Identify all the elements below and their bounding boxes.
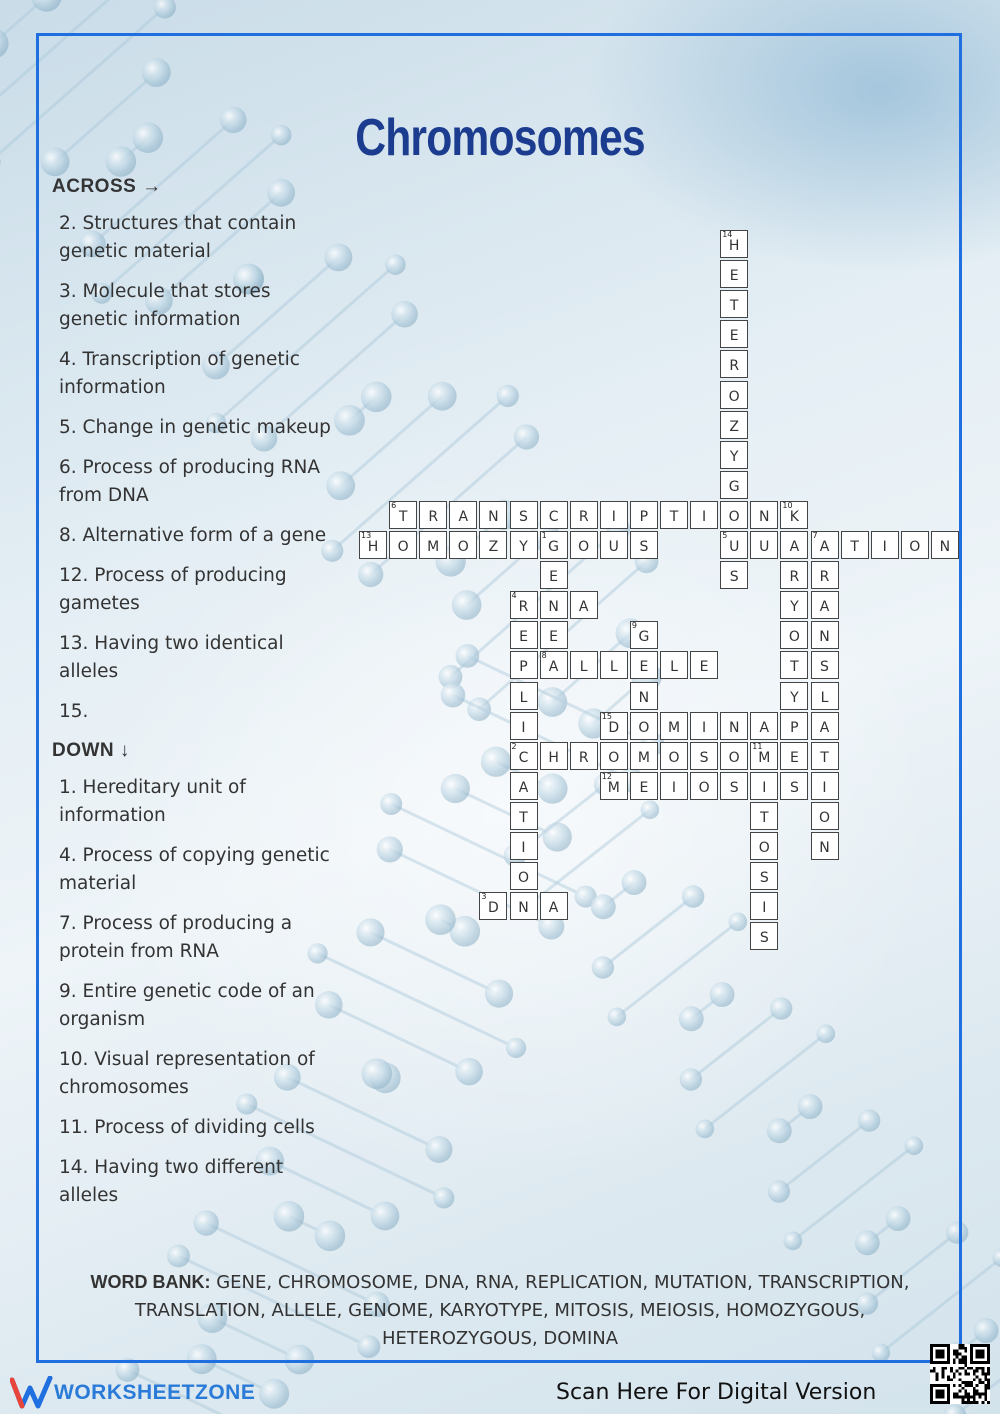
- crossword-cell[interactable]: [931, 531, 959, 559]
- crossword-cell[interactable]: [510, 621, 538, 649]
- down-clue: 11. Process of dividing cells: [59, 1117, 315, 1138]
- cell-letter: O: [909, 539, 921, 555]
- crossword-cell[interactable]: [630, 621, 658, 649]
- cell-letter: E: [549, 629, 559, 646]
- crossword-cell[interactable]: [871, 531, 899, 559]
- cell-letter: E: [549, 569, 559, 586]
- cell-letter: R: [819, 569, 830, 586]
- crossword-cell[interactable]: [780, 742, 808, 770]
- cell-letter: H: [367, 539, 379, 555]
- crossword-cell[interactable]: [660, 742, 688, 770]
- cell-letter: C: [518, 749, 529, 766]
- word-bank-list: GENE, CHROMOSOME, DNA, RNA, REPLICATION, MUTATION, TRANSCRIPTION, TRANSLATION, ALLELE, GENOME, KARYOTYPE, MITOSIS, MEIOSIS, HOMOZYGOUS, HETEROZYGOUS, DOMINA: [134, 1272, 910, 1349]
- crossword-cell[interactable]: [720, 471, 748, 499]
- clue-number: 1: [541, 531, 547, 540]
- cell-letter: T: [519, 809, 528, 826]
- crossword-cell[interactable]: [510, 591, 538, 619]
- cell-letter: M: [607, 779, 620, 796]
- crossword-cell[interactable]: [570, 591, 598, 619]
- clue-number: 14: [722, 230, 733, 239]
- cell-letter: M: [758, 749, 771, 766]
- word-bank: [90, 1268, 910, 1353]
- cell-letter: U: [729, 539, 740, 555]
- crossword-cell[interactable]: [540, 531, 568, 559]
- across-clue: 13. Having two identical alleles: [59, 633, 284, 682]
- crossword-cell[interactable]: [690, 712, 718, 740]
- crossword-cell[interactable]: [720, 772, 748, 800]
- cell-letter: A: [789, 539, 800, 555]
- clue-number: 7: [812, 531, 818, 540]
- crossword-cell[interactable]: [750, 892, 778, 920]
- crossword-cell[interactable]: [630, 651, 658, 679]
- cell-letter: Y: [790, 689, 799, 706]
- crossword-cell[interactable]: [419, 501, 447, 529]
- clue-number: 5: [722, 531, 728, 540]
- crossword-cell[interactable]: [570, 531, 598, 559]
- crossword-cell[interactable]: [600, 742, 628, 770]
- page-title: Chromosomes: [355, 109, 645, 167]
- crossword-cell[interactable]: [540, 621, 568, 649]
- clue-number: 11: [752, 741, 763, 751]
- crossword-cell[interactable]: [540, 501, 568, 529]
- cell-letter: O: [457, 539, 469, 555]
- cell-letter: S: [639, 539, 649, 555]
- crossword-cell[interactable]: [630, 501, 658, 529]
- cell-letter: N: [939, 539, 951, 555]
- crossword-cell[interactable]: [750, 501, 778, 529]
- crossword-cell[interactable]: [720, 742, 748, 770]
- cell-letter: I: [671, 779, 677, 796]
- cell-letter: Y: [729, 448, 739, 465]
- crossword-cell[interactable]: [811, 742, 839, 770]
- crossword-cell[interactable]: [510, 802, 538, 830]
- crossword-cell[interactable]: [750, 742, 778, 770]
- cell-letter: E: [639, 659, 649, 676]
- crossword-cell[interactable]: [780, 531, 808, 559]
- crossword-cell[interactable]: [510, 892, 538, 920]
- crossword-cell[interactable]: [720, 411, 748, 439]
- clue-number: 2: [511, 741, 517, 751]
- crossword-cell[interactable]: [750, 531, 778, 559]
- crossword-cell[interactable]: [359, 531, 387, 559]
- crossword-cell[interactable]: [540, 561, 568, 589]
- across-clue: 2. Structures that contain genetic material: [59, 213, 297, 262]
- cell-letter: E: [519, 629, 528, 646]
- crossword-cell[interactable]: [630, 742, 658, 770]
- cell-letter: M: [637, 749, 650, 766]
- cell-letter: O: [728, 388, 740, 405]
- crossword-cell[interactable]: [660, 772, 688, 800]
- crossword-cell[interactable]: [570, 651, 598, 679]
- cell-letter: P: [790, 719, 799, 736]
- cell-letter: N: [819, 629, 830, 646]
- scan-instruction: Scan Here For Digital Version: [556, 1380, 877, 1405]
- down-clue: 4. Process of copying genetic material: [59, 845, 330, 894]
- crossword-cell[interactable]: [449, 531, 477, 559]
- crossword-cell[interactable]: [600, 501, 628, 529]
- crossword-cell[interactable]: [570, 501, 598, 529]
- cell-letter: O: [397, 539, 409, 555]
- cell-letter: Y: [519, 539, 528, 555]
- crossword-cell[interactable]: [540, 591, 568, 619]
- crossword-cell[interactable]: [540, 892, 568, 920]
- cell-letter: G: [548, 539, 560, 555]
- clue-number: 9: [631, 621, 637, 631]
- crossword-cell[interactable]: [750, 772, 778, 800]
- cell-letter: E: [699, 659, 709, 676]
- crossword-cell[interactable]: [510, 832, 538, 860]
- down-clue: 9. Entire genetic code of an organism: [59, 981, 315, 1030]
- across-clue: 6. Process of producing RNA from DNA: [59, 457, 321, 506]
- down-clue: 14. Having two different alleles: [59, 1157, 284, 1206]
- cell-letter: I: [762, 900, 767, 917]
- cell-letter: A: [759, 719, 770, 736]
- cell-letter: N: [488, 508, 499, 525]
- across-heading: ACROSS →: [52, 176, 162, 197]
- cell-letter: N: [638, 689, 650, 706]
- down-heading: DOWN ↓: [52, 740, 130, 761]
- cell-letter: A: [458, 508, 469, 525]
- clue-number: 15: [601, 711, 612, 721]
- cell-letter: T: [669, 508, 679, 525]
- cell-letter: H: [728, 238, 740, 254]
- cell-letter: E: [789, 749, 799, 766]
- across-clue: 8. Alternative form of a gene: [59, 525, 327, 546]
- cell-letter: I: [822, 779, 827, 796]
- cell-letter: N: [759, 508, 770, 525]
- across-clue: 15.: [59, 701, 89, 722]
- cell-letter: Z: [729, 418, 739, 435]
- crossword-cell[interactable]: [510, 862, 538, 890]
- cell-letter: P: [519, 659, 528, 676]
- crossword-cell[interactable]: [720, 381, 748, 409]
- crossword-cell[interactable]: [660, 651, 688, 679]
- across-clue: 5. Change in genetic makeup: [59, 417, 331, 438]
- crossword-cell[interactable]: [780, 501, 808, 529]
- crossword-cell[interactable]: [630, 682, 658, 710]
- crossword-cell[interactable]: [720, 441, 748, 469]
- cell-letter: N: [728, 719, 740, 736]
- cell-letter: I: [521, 840, 526, 856]
- crossword-cell[interactable]: [811, 772, 839, 800]
- crossword-cell[interactable]: [780, 651, 808, 679]
- cell-letter: A: [819, 539, 830, 555]
- crossword-cell[interactable]: [811, 832, 839, 860]
- brand-name: WORKSHEETZONE: [54, 1381, 256, 1404]
- down-clue: 7. Process of producing a protein from RNA: [59, 913, 293, 962]
- cell-letter: O: [818, 809, 831, 826]
- crossword-cell[interactable]: [811, 561, 839, 589]
- cell-letter: P: [639, 508, 649, 525]
- crossword-cell[interactable]: [690, 742, 718, 770]
- cell-letter: L: [670, 659, 678, 676]
- clue-number: 6: [391, 500, 397, 510]
- cell-letter: K: [789, 508, 799, 525]
- cell-letter: N: [819, 840, 830, 856]
- cell-letter: D: [488, 900, 499, 917]
- cell-letter: S: [729, 779, 739, 796]
- down-clue: 1. Hereditary unit of information: [59, 777, 246, 826]
- crossword-cell[interactable]: [510, 651, 538, 679]
- clue-number: 12: [601, 771, 612, 781]
- crossword-cell[interactable]: [510, 682, 538, 710]
- crossword-cell[interactable]: [600, 712, 628, 740]
- crossword-cell[interactable]: [630, 772, 658, 800]
- cell-letter: I: [702, 508, 707, 525]
- cell-letter: G: [728, 478, 740, 495]
- cell-letter: E: [729, 268, 739, 285]
- crossword-cell[interactable]: [780, 591, 808, 619]
- cell-letter: A: [548, 659, 559, 676]
- across-clue: 12. Process of producing gametes: [59, 565, 287, 614]
- cell-letter: T: [398, 508, 408, 525]
- cell-letter: H: [548, 749, 559, 766]
- cell-letter: E: [639, 779, 649, 796]
- cell-letter: L: [519, 689, 528, 706]
- crossword-cell[interactable]: [720, 712, 748, 740]
- crossword-cell[interactable]: [750, 712, 778, 740]
- crossword-cell[interactable]: [780, 772, 808, 800]
- cell-letter: O: [758, 840, 770, 856]
- cell-letter: O: [517, 870, 530, 887]
- crossword-cell[interactable]: [510, 772, 538, 800]
- cell-letter: A: [518, 779, 529, 796]
- cell-letter: O: [608, 749, 620, 766]
- crossword-cell[interactable]: [510, 501, 538, 529]
- crossword-cell[interactable]: [660, 501, 688, 529]
- crossword-cell[interactable]: [811, 651, 839, 679]
- crossword-cell[interactable]: [389, 501, 417, 529]
- cell-letter: S: [820, 659, 829, 676]
- cell-letter: L: [820, 689, 829, 706]
- cell-letter: E: [729, 328, 739, 345]
- crossword-cell[interactable]: [811, 712, 839, 740]
- cell-letter: A: [548, 900, 559, 917]
- clues-panel: [52, 176, 337, 1222]
- cell-letter: A: [578, 599, 589, 616]
- cell-letter: R: [578, 508, 589, 525]
- crossword-cell[interactable]: [720, 290, 748, 318]
- across-clue: 3. Molecule that stores genetic information: [59, 281, 271, 330]
- cell-letter: A: [819, 719, 830, 736]
- cell-letter: O: [788, 629, 800, 646]
- crossword-cell[interactable]: [811, 682, 839, 710]
- clue-number: 4: [511, 591, 517, 601]
- crossword-cell[interactable]: [750, 862, 778, 890]
- crossword-cell[interactable]: [690, 501, 718, 529]
- crossword-cell[interactable]: [690, 772, 718, 800]
- cell-letter: S: [519, 508, 528, 525]
- cell-letter: C: [548, 508, 559, 525]
- cell-letter: U: [759, 539, 770, 555]
- crossword-cell[interactable]: [660, 712, 688, 740]
- crossword-cell[interactable]: [780, 621, 808, 649]
- cell-letter: O: [578, 539, 590, 555]
- crossword-cell[interactable]: [811, 802, 839, 830]
- cell-letter: U: [608, 539, 619, 555]
- cell-letter: T: [850, 539, 859, 555]
- crossword-cell[interactable]: [750, 802, 778, 830]
- cell-letter: S: [699, 749, 709, 766]
- cell-letter: I: [521, 719, 526, 736]
- cell-letter: S: [759, 930, 769, 947]
- crossword-cell[interactable]: [600, 772, 628, 800]
- crossword-cell[interactable]: [811, 591, 839, 619]
- cell-letter: O: [698, 779, 710, 796]
- cell-letter: I: [882, 539, 887, 555]
- cell-letter: R: [729, 358, 740, 375]
- cell-letter: T: [760, 809, 769, 826]
- crossword-cell[interactable]: [419, 531, 447, 559]
- across-clue: 4. Transcription of genetic information: [59, 349, 300, 398]
- clue-number: 3: [481, 892, 487, 902]
- crossword-cell[interactable]: [720, 320, 748, 348]
- qr-code-icon[interactable]: [930, 1344, 990, 1404]
- crossword-cell[interactable]: [750, 922, 778, 950]
- down-clue: 10. Visual representation of chromosomes: [59, 1049, 315, 1098]
- cell-letter: M: [667, 719, 681, 736]
- cell-letter: O: [728, 508, 740, 525]
- crossword-cell[interactable]: [720, 350, 748, 378]
- crossword-cell[interactable]: [540, 651, 568, 679]
- brand-logo: [10, 1376, 255, 1410]
- crossword-cell[interactable]: [510, 712, 538, 740]
- crossword-cell[interactable]: [630, 712, 658, 740]
- cell-letter: R: [578, 749, 589, 766]
- cell-letter: R: [789, 569, 800, 586]
- cell-letter: N: [548, 599, 559, 616]
- cell-letter: O: [638, 719, 650, 736]
- cell-letter: D: [608, 719, 620, 736]
- cell-letter: O: [668, 749, 680, 766]
- crossword-cell[interactable]: [690, 651, 718, 679]
- crossword-cell[interactable]: [811, 621, 839, 649]
- crossword-cell[interactable]: [720, 531, 748, 559]
- clue-number: 13: [361, 531, 372, 540]
- cell-letter: O: [728, 749, 740, 766]
- crossword-cell[interactable]: [389, 531, 417, 559]
- cell-letter: I: [702, 719, 707, 736]
- crossword-cell[interactable]: [720, 561, 748, 589]
- crossword-cell[interactable]: [780, 682, 808, 710]
- cell-letter: Y: [790, 599, 799, 616]
- crossword-cell[interactable]: [479, 501, 507, 529]
- crossword-cell[interactable]: [600, 531, 628, 559]
- crossword-cell[interactable]: [510, 742, 538, 770]
- cell-letter: I: [611, 508, 616, 525]
- crossword-cell[interactable]: [479, 892, 507, 920]
- crossword-cell[interactable]: [720, 260, 748, 288]
- cell-letter: L: [609, 659, 618, 676]
- crossword-cell[interactable]: [720, 501, 748, 529]
- cell-letter: S: [789, 779, 799, 796]
- cell-letter: T: [729, 298, 739, 315]
- cell-letter: M: [427, 539, 440, 555]
- crossword-cell[interactable]: [811, 531, 839, 559]
- crossword-cell[interactable]: [750, 832, 778, 860]
- cell-letter: G: [638, 629, 650, 646]
- crossword-cell[interactable]: [570, 742, 598, 770]
- crossword-cell[interactable]: [479, 531, 507, 559]
- crossword-cell[interactable]: [630, 531, 658, 559]
- cell-letter: R: [428, 508, 439, 525]
- worksheetzone-logo-icon: [10, 1376, 54, 1410]
- crossword-cell[interactable]: [841, 531, 869, 559]
- cell-letter: R: [518, 599, 529, 616]
- crossword-cell[interactable]: [540, 742, 568, 770]
- crossword-cell[interactable]: [901, 531, 929, 559]
- word-bank-label: WORD BANK:: [90, 1272, 211, 1292]
- cell-letter: T: [820, 749, 829, 766]
- cell-letter: S: [759, 870, 769, 887]
- cell-letter: T: [790, 659, 799, 676]
- cell-letter: L: [579, 659, 588, 676]
- crossword-cell[interactable]: [449, 501, 477, 529]
- cell-letter: I: [762, 779, 767, 796]
- crossword-cell[interactable]: [720, 230, 748, 258]
- cell-letter: N: [518, 900, 529, 917]
- crossword-cell[interactable]: [510, 531, 538, 559]
- cell-letter: Z: [488, 539, 499, 555]
- cell-letter: A: [819, 599, 830, 616]
- cell-letter: S: [729, 569, 739, 586]
- crossword-cell[interactable]: [780, 561, 808, 589]
- clue-number: 8: [541, 651, 547, 661]
- crossword-cell[interactable]: [780, 712, 808, 740]
- crossword-cell[interactable]: [600, 651, 628, 679]
- clue-number: 10: [782, 500, 793, 510]
